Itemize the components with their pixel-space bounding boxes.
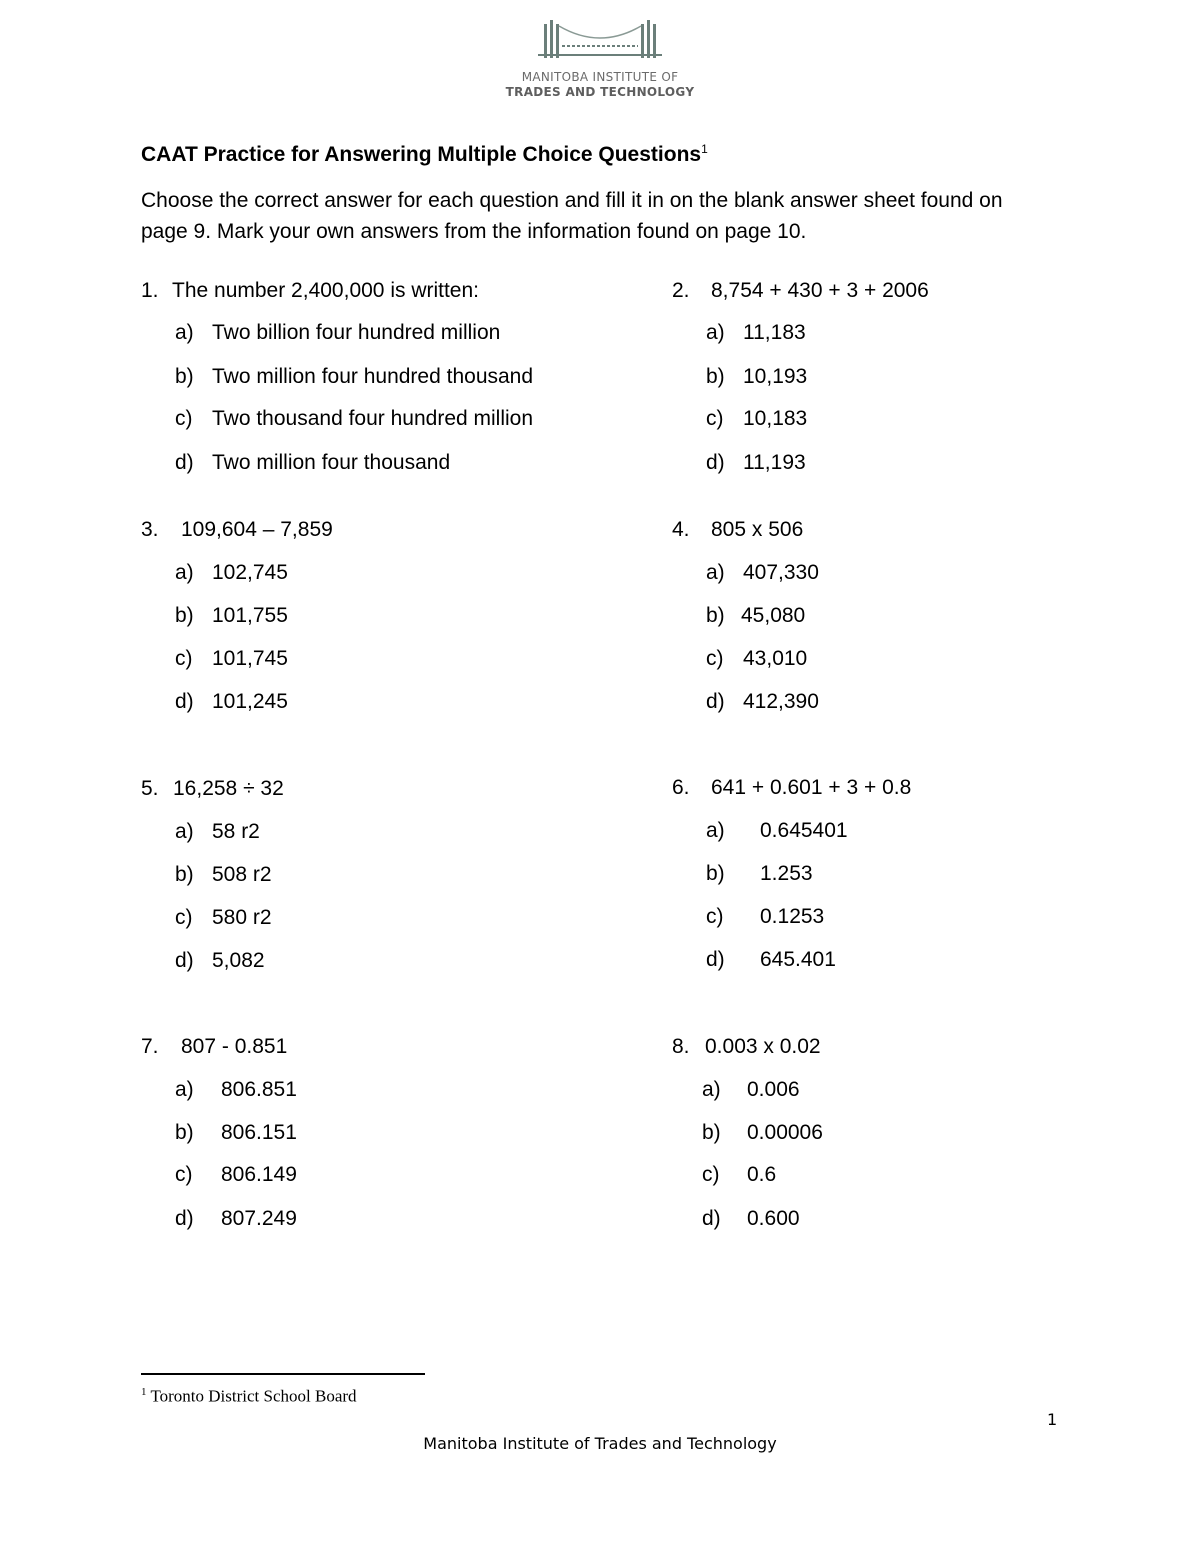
question-prompt [141, 279, 479, 303]
option-text: 0.1253 [760, 905, 825, 928]
option-d[interactable] [175, 949, 265, 973]
option-text: 5,082 [212, 949, 265, 972]
question-prompt [672, 279, 929, 303]
option-c[interactable] [706, 407, 807, 431]
question-number: 6. [672, 776, 690, 799]
option-text: 11,183 [743, 321, 806, 344]
question-text: 641 + 0.601 + 3 + 0.8 [711, 776, 912, 799]
option-letter: a) [706, 321, 725, 344]
option-text: 45,080 [741, 604, 806, 627]
option-letter: d) [706, 948, 725, 971]
option-text: 101,755 [212, 604, 288, 627]
option-c[interactable] [702, 1163, 776, 1187]
question-prompt [672, 1035, 821, 1059]
option-text: 0.6 [747, 1163, 777, 1186]
question-prompt [672, 776, 911, 800]
option-letter: b) [175, 604, 194, 627]
option-text: 806.151 [221, 1121, 297, 1144]
option-letter: b) [702, 1121, 721, 1144]
option-letter: d) [706, 690, 725, 713]
option-text: Two thousand four hundred million [212, 407, 534, 430]
option-b[interactable] [175, 604, 288, 628]
question-text: 16,258 ÷ 32 [173, 777, 284, 800]
option-a[interactable] [175, 561, 288, 585]
option-text: 645.401 [760, 948, 836, 971]
question-text: 805 x 506 [711, 518, 804, 541]
option-letter: d) [706, 451, 725, 474]
question-number: 3. [141, 518, 159, 541]
option-letter: d) [175, 1207, 194, 1230]
option-d[interactable] [702, 1207, 800, 1231]
option-letter: a) [175, 1078, 194, 1101]
option-a[interactable] [706, 819, 848, 843]
question-prompt [141, 518, 333, 542]
option-letter: b) [175, 1121, 194, 1144]
option-text: Two million four hundred thousand [212, 365, 534, 388]
question-number: 2. [672, 279, 690, 302]
option-text: 0.00006 [747, 1121, 823, 1144]
question-text: The number 2,400,000 is written: [172, 279, 480, 302]
question-text: 109,604 – 7,859 [181, 518, 333, 541]
option-text: Two billion four hundred million [212, 321, 501, 344]
title-text: CAAT Practice for Answering Multiple Choice Questions [141, 143, 702, 166]
option-letter: b) [706, 862, 725, 885]
option-letter: a) [175, 820, 194, 843]
option-c[interactable] [175, 647, 288, 671]
option-a[interactable] [175, 820, 260, 844]
option-letter: d) [702, 1207, 721, 1230]
option-letter: b) [175, 365, 194, 388]
footnote-text: Toronto District School Board [150, 1386, 357, 1406]
option-a[interactable] [175, 321, 500, 345]
option-text: Two million four thousand [212, 451, 451, 474]
option-b[interactable] [175, 365, 533, 389]
option-letter: a) [175, 321, 194, 344]
option-text: 1.253 [760, 862, 813, 885]
question-number: 5. [141, 777, 159, 800]
option-a[interactable] [706, 321, 806, 345]
option-text: 11,193 [743, 451, 806, 474]
option-letter: a) [706, 561, 725, 584]
option-text: 0.645401 [760, 819, 848, 842]
bridge-icon [538, 20, 662, 64]
option-text: 10,193 [743, 365, 808, 388]
option-text: 101,745 [212, 647, 288, 670]
option-b[interactable] [706, 862, 813, 886]
option-text: 101,245 [212, 690, 288, 713]
option-a[interactable] [175, 1078, 297, 1102]
option-letter: b) [706, 365, 725, 388]
option-b[interactable] [706, 365, 807, 389]
option-text: 807.249 [221, 1207, 297, 1230]
option-d[interactable] [175, 1207, 297, 1231]
question-prompt [141, 777, 284, 801]
option-text: 0.600 [747, 1207, 800, 1230]
option-letter: c) [706, 905, 724, 928]
option-letter: c) [175, 906, 193, 929]
page-number: 1 [1047, 1410, 1058, 1429]
question-number: 7. [141, 1035, 159, 1058]
question-prompt [672, 518, 803, 542]
option-b[interactable] [175, 863, 272, 887]
page-title [141, 142, 708, 167]
option-c[interactable] [706, 905, 824, 929]
option-c[interactable] [175, 906, 272, 930]
option-text: 806.851 [221, 1078, 297, 1101]
question-number: 4. [672, 518, 690, 541]
option-letter: d) [175, 690, 194, 713]
option-text: 43,010 [743, 647, 808, 670]
option-text: 407,330 [743, 561, 819, 584]
footnote-divider [141, 1373, 425, 1375]
institute-logo [500, 14, 700, 104]
option-text: 580 r2 [212, 906, 272, 929]
option-d[interactable] [706, 451, 806, 475]
option-letter: c) [706, 647, 724, 670]
option-b[interactable] [706, 604, 805, 628]
option-letter: b) [706, 604, 725, 627]
option-text: 806.149 [221, 1163, 297, 1186]
option-letter: c) [175, 407, 193, 430]
option-text: 412,390 [743, 690, 819, 713]
question-text: 807 - 0.851 [181, 1035, 288, 1058]
option-text: 58 r2 [212, 820, 260, 843]
footnote [141, 1386, 357, 1407]
option-a[interactable] [706, 561, 819, 585]
question-text: 8,754 + 430 + 3 + 2006 [711, 279, 929, 302]
option-c[interactable] [175, 407, 533, 431]
page-footer: Manitoba Institute of Trades and Technology [423, 1434, 777, 1453]
option-text: 0.006 [747, 1078, 800, 1101]
option-b[interactable] [702, 1121, 823, 1145]
option-letter: d) [175, 451, 194, 474]
instructions: Choose the correct answer for each question and fill it in on the blank answer sheet found on page 9. Mark your own answers from the information found on page 10. [141, 189, 1003, 243]
option-c[interactable] [175, 1163, 297, 1187]
option-letter: a) [175, 561, 194, 584]
option-letter: c) [175, 1163, 193, 1186]
option-text: 102,745 [212, 561, 288, 584]
option-letter: c) [706, 407, 724, 430]
question-text: 0.003 x 0.02 [705, 1035, 821, 1058]
option-b[interactable] [175, 1121, 297, 1145]
title-footnote-mark: 1 [701, 142, 708, 156]
option-letter: c) [175, 647, 193, 670]
option-d[interactable] [706, 690, 819, 714]
option-letter: a) [702, 1078, 721, 1101]
option-letter: d) [175, 949, 194, 972]
footnote-mark: 1 [141, 1386, 147, 1398]
logo-text-line2: TRADES AND TECHNOLOGY [505, 85, 695, 99]
option-letter: b) [175, 863, 194, 886]
question-number: 1. [141, 279, 159, 302]
option-text: 10,183 [743, 407, 808, 430]
option-d[interactable] [175, 690, 288, 714]
option-a[interactable] [702, 1078, 800, 1102]
option-d[interactable] [706, 948, 836, 972]
logo-text-line1: MANITOBA INSTITUTE OF [521, 70, 679, 84]
option-letter: c) [702, 1163, 720, 1186]
option-letter: a) [706, 819, 725, 842]
question-prompt [141, 1035, 287, 1059]
option-d[interactable] [175, 451, 450, 475]
question-number: 8. [672, 1035, 690, 1058]
option-text: 508 r2 [212, 863, 272, 886]
option-c[interactable] [706, 647, 807, 671]
